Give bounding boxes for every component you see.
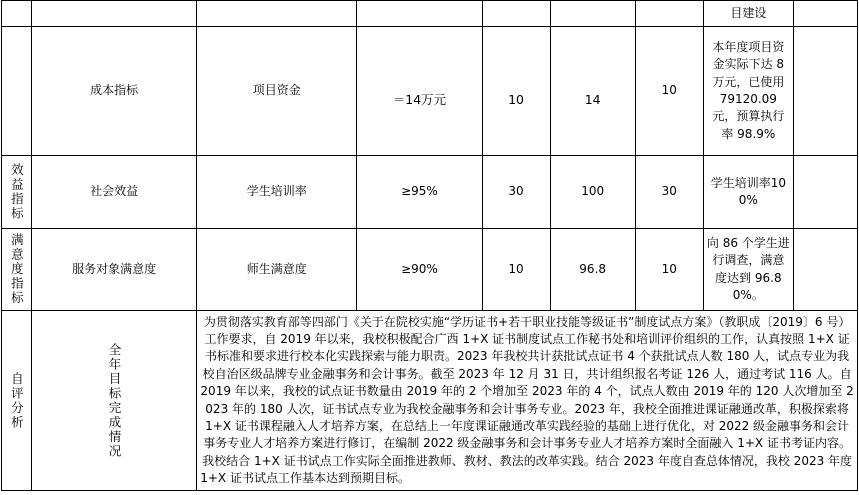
cell-category [2, 1, 32, 27]
cell-score: 10 [635, 229, 703, 311]
cell-weight-spacer [486, 73, 547, 90]
cell-target-value: ≥95% [357, 156, 482, 229]
summary-text-cell: 为贯彻落实教育部等四部门《关于在院校实施“学历证书+若干职业技能等级证书”制度试点方案》（教职成〔2019〕6 号）工作要求，自 2019 年以来，我校积极配合广西 1+X 证书制度试点工作秘书处和培训评价组织的工作，认真按照 1+X 证书标准和要求进行校本化实践探索与能力职责。2023 年我校共计获批试点证书 4 个获批试点人数 180 人，试点专业为我校自治区级品牌专业金融事务和会计事务。截至 2023 年 12 月 31 日，共计组织报名考证 126 人，通过考试 116 人。自 2019 年以来，我校的试点证书数量由 2019 年的 2 个增加至 2023 年的 4 个，试点人数由 2019 年的 120 人次增加至 2023 年的 180 人次，证书试点专业为我校金融事务和会计事务专业。2023 年，我校全面推进课证融通改革，积极探索将 1+X 证书课程融入人才培养方案，在总结上一年度课证融通改革实践经验的基础上进行优化，对 2022 级金融事务和会计事务专业人才培养方案进行修订，在编制 2022 级金融事务和会计事务专业人才培养方案时全面融入 1+X 证书考证内容。我校结合 1+X 证书试点工作实际全面推进教师、教材、教法的改革实践。结合 2023 年度自查总体情况，我校 2023 年度 1+X 证书试点工作基本达到预期目标。 [197, 311, 858, 491]
cell-indicator-name: 师生满意度 [197, 229, 357, 311]
table-row [2, 1, 858, 27]
cell-weight: 10 [482, 229, 550, 311]
cell-target-value [357, 1, 482, 27]
cell-indicator-name: 学生培训率 [197, 156, 357, 229]
cell-target-value: ≥90% [357, 229, 482, 311]
cell-weight: 10 [508, 91, 525, 107]
cell-target-value: ＝14万元 [392, 91, 447, 107]
cell-category-label: 满意度指标 [9, 233, 25, 306]
cell-category-label: 效益指标 [9, 163, 25, 221]
cell-category [2, 27, 32, 156]
cell-score: 10 [635, 27, 703, 156]
summary-label-cell [2, 311, 32, 491]
table-row [2, 27, 858, 156]
cell-note: 本年度项目资金实际下达 8 万元，已使用 79120.09 元，预算执行率 98.9% [703, 27, 793, 156]
cell-note: 目建设 [703, 1, 793, 27]
cell-indicator-name [197, 1, 357, 27]
cell-note: 向 86 个学生进行调查，满意度达到 96.80%。 [703, 229, 793, 311]
cell-weight: 30 [482, 156, 550, 229]
summary-row-label: 全年目标完成情况 [106, 342, 122, 459]
cell-indicator-name: 项目资金 [197, 27, 357, 156]
cell-indicator-group: 社会效益 [32, 156, 197, 229]
cell-actual-value: 100 [550, 156, 635, 229]
cell-indicator-group [32, 1, 197, 27]
cell-score [635, 1, 703, 27]
cell-indicator-group: 成本指标 [32, 27, 197, 156]
cell-category-benefit [2, 156, 32, 229]
table-row [2, 229, 858, 311]
cell-weight-container [482, 27, 550, 156]
cell-actual-value [550, 1, 635, 27]
cell-actual-spacer [554, 73, 632, 90]
cell-indicator-group: 服务对象满意度 [32, 229, 197, 311]
cell-extra [793, 27, 857, 156]
cell-target-value-container [357, 27, 482, 156]
cell-target-spacer [360, 73, 478, 90]
cell-score: 30 [635, 156, 703, 229]
summary-row-label-cell [32, 311, 197, 491]
table-row [2, 156, 858, 229]
cell-actual-value: 14 [584, 91, 601, 107]
cell-extra [793, 1, 857, 27]
cell-weight [482, 1, 550, 27]
performance-evaluation-table [1, 0, 858, 491]
summary-row [2, 311, 858, 491]
cell-note: 学生培训率100% [703, 156, 793, 229]
summary-label: 自评分析 [9, 371, 25, 430]
cell-extra [793, 156, 857, 229]
cell-category-satisfaction [2, 229, 32, 311]
cell-actual-value-container [550, 27, 635, 156]
cell-actual-value: 96.8 [550, 229, 635, 311]
cell-extra [793, 229, 857, 311]
